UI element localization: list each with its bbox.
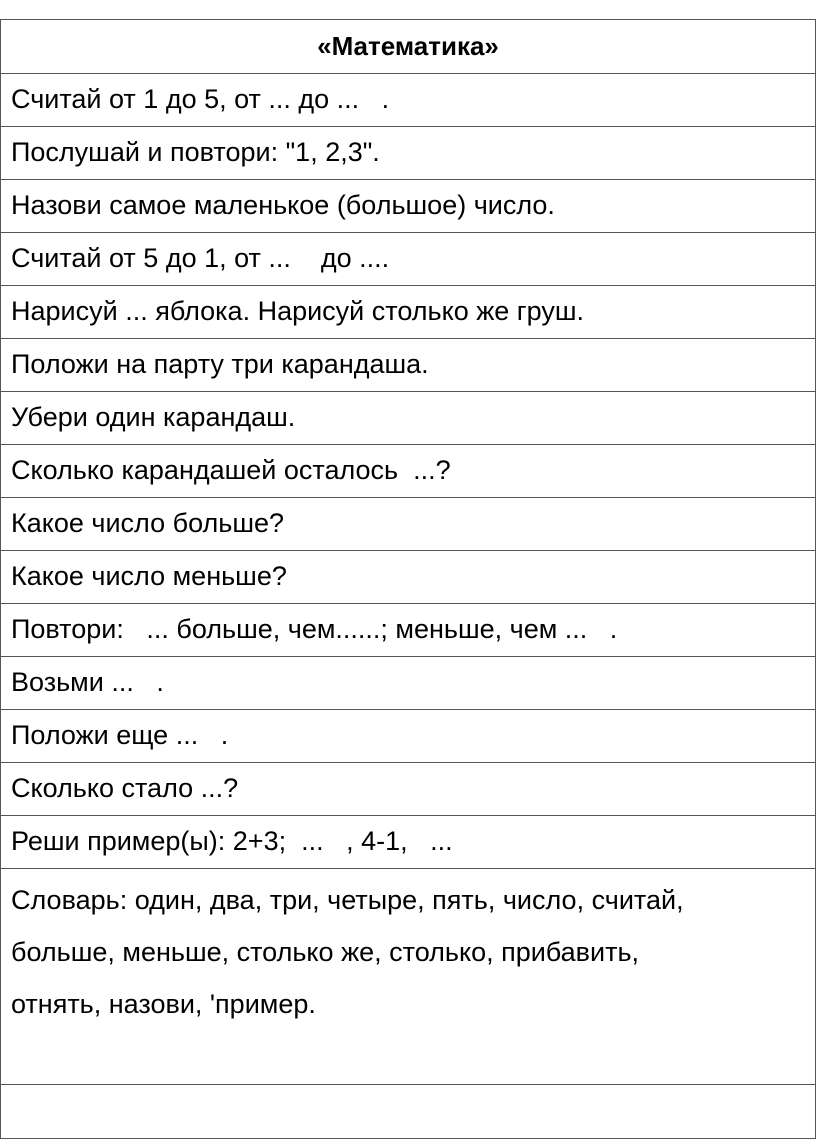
empty-cell: [1, 1085, 816, 1139]
task-text: Возьми ... .: [1, 657, 816, 710]
vocabulary-cell: [1, 869, 816, 1085]
task-text: Положи на парту три карандаша.: [1, 339, 816, 392]
table-row: [1, 392, 816, 445]
math-task-table: [0, 19, 816, 1139]
table-row: [1, 445, 816, 498]
vocabulary-line: больше, меньше, столько же, столько, прибавить,: [11, 937, 640, 967]
table-row: [1, 551, 816, 604]
table-row: [1, 816, 816, 869]
task-text: Назови самое маленькое (большое) число.: [1, 180, 816, 233]
table-row: [1, 498, 816, 551]
table-row: [1, 127, 816, 180]
table-row: [1, 74, 816, 127]
task-text: Повтори: ... больше, чем......; меньше, чем ... .: [1, 604, 816, 657]
task-text: Сколько карандашей осталось ...?: [1, 445, 816, 498]
task-text: Сколько стало ...?: [1, 763, 816, 816]
table-row: [1, 339, 816, 392]
vocabulary-line: отнять, назови, 'пример.: [11, 989, 316, 1019]
task-text: Считай от 1 до 5, от ... до ... .: [1, 74, 816, 127]
table-title-row: [1, 20, 816, 74]
task-text: Считай от 5 до 1, от ... до ....: [1, 233, 816, 286]
table-row: [1, 763, 816, 816]
task-text: Убери один карандаш.: [1, 392, 816, 445]
table-title: «Математика»: [1, 20, 816, 74]
task-text: Какое число меньше?: [1, 551, 816, 604]
task-text: Нарисуй ... яблока. Нарисуй столько же груш.: [1, 286, 816, 339]
table-row: [1, 657, 816, 710]
empty-row: [1, 1085, 816, 1139]
table-row: [1, 604, 816, 657]
table-row: [1, 286, 816, 339]
table-row: [1, 233, 816, 286]
task-text: Положи еще ... .: [1, 710, 816, 763]
task-text: Послушай и повтори: "1, 2,3".: [1, 127, 816, 180]
vocabulary-line: Словарь: один, два, три, четыре, пять, число, считай,: [11, 885, 684, 915]
task-text: Реши пример(ы): 2+3; ... , 4-1, ...: [1, 816, 816, 869]
task-text: Какое число больше?: [1, 498, 816, 551]
vocabulary-row: [1, 869, 816, 1085]
table-row: [1, 710, 816, 763]
table-row: [1, 180, 816, 233]
